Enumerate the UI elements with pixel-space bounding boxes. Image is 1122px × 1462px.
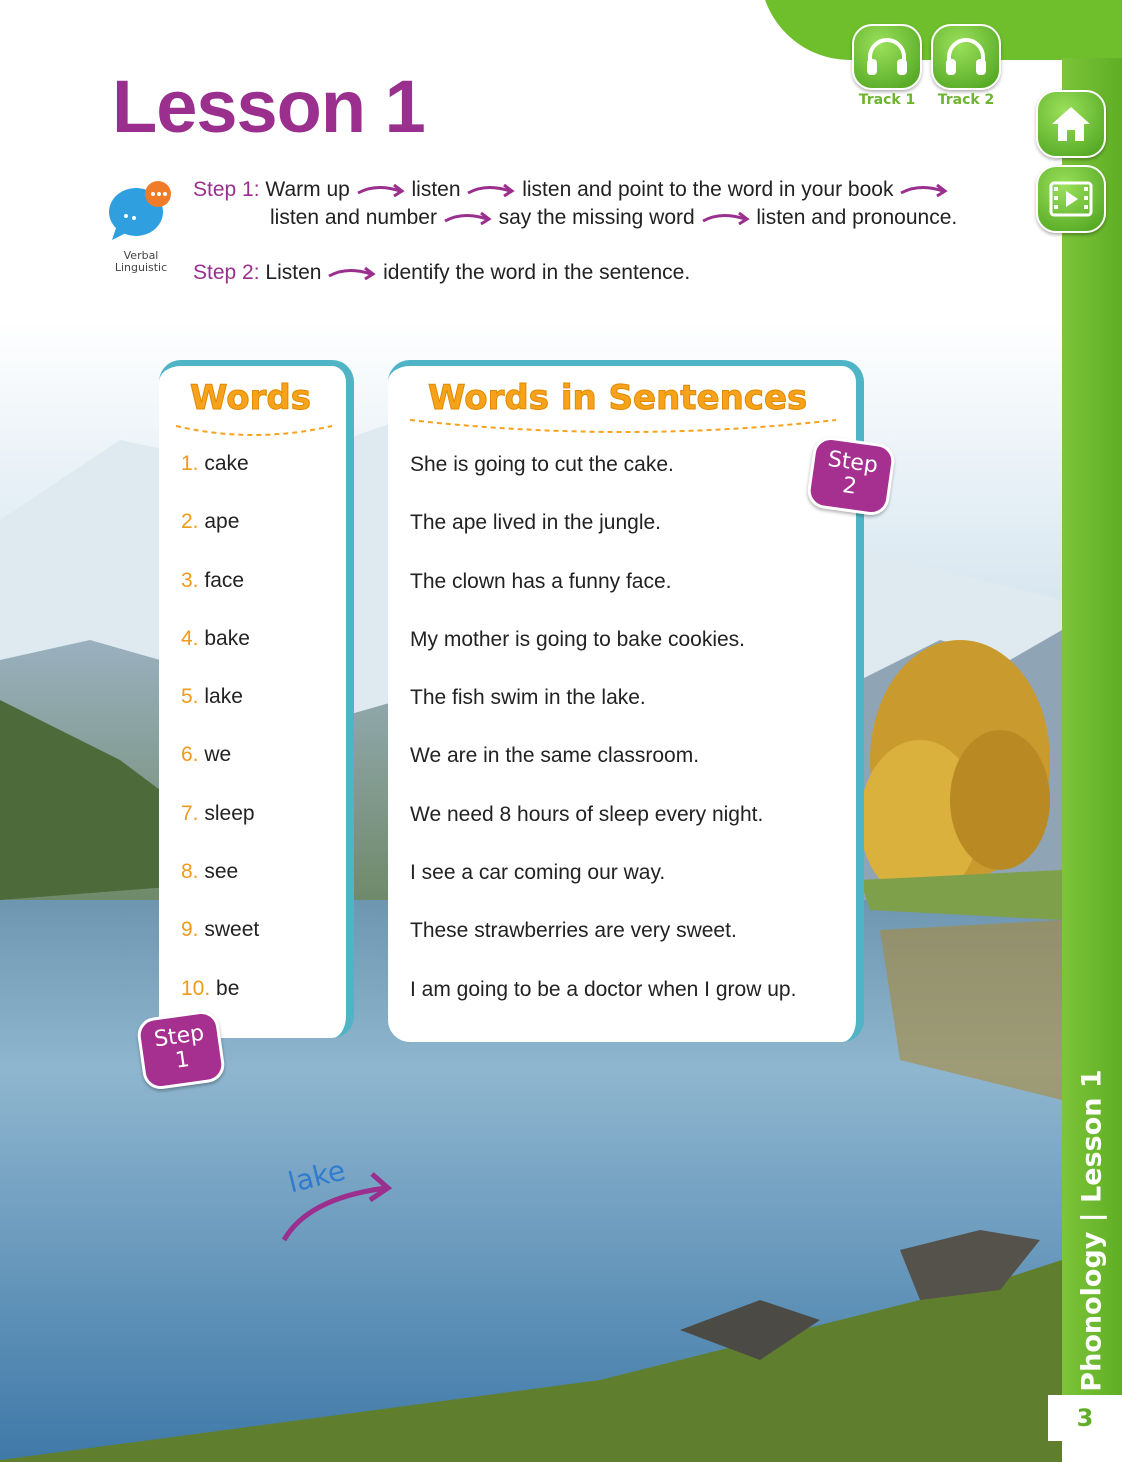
track-label: Track 1 — [858, 92, 916, 108]
word-number: 2. — [181, 510, 199, 534]
step1-part: Warm up — [265, 178, 350, 201]
list-item: The ape lived in the jungle. — [410, 511, 662, 535]
step-badge-number: 2 — [840, 473, 859, 500]
step-badge-text: Step — [826, 446, 880, 479]
arrow-icon — [466, 183, 516, 197]
list-item — [181, 623, 259, 681]
arrow-icon — [443, 211, 493, 225]
step1-part: listen and point to the word in your book — [522, 178, 894, 201]
word: face — [204, 568, 245, 592]
list-item: These strawberries are very sweet. — [410, 919, 737, 943]
sidebar-section-label — [1062, 1068, 1122, 1392]
list-item: We are in the same classroom. — [410, 744, 700, 768]
track-1-button[interactable] — [852, 24, 922, 108]
word: sweet — [204, 918, 260, 942]
step1-part: say the missing word — [498, 206, 695, 229]
video-icon — [1048, 179, 1094, 219]
step2-label: Step 2: — [193, 261, 260, 284]
arrow-icon — [899, 183, 949, 197]
list-item — [181, 856, 259, 914]
step-badge-text: Step — [152, 1020, 206, 1053]
intelligence-label-1: Verbal — [123, 249, 159, 262]
lesson-name: Lesson 1 — [1076, 1068, 1108, 1203]
track-2-button[interactable] — [931, 24, 1001, 108]
arrow-icon — [701, 211, 751, 225]
list-item: She is going to cut the cake. — [410, 453, 674, 476]
word-number: 5. — [181, 685, 199, 709]
step-instructions — [193, 176, 957, 287]
sentences-card-title: Words in Sentences — [428, 378, 808, 418]
word-number: 6. — [181, 743, 199, 767]
word-number: 9. — [181, 918, 199, 942]
sentences-list — [410, 449, 796, 1032]
list-item — [181, 448, 259, 506]
step1-part: listen and pronounce. — [756, 206, 958, 229]
headphones-icon — [943, 37, 989, 77]
home-button[interactable] — [1036, 90, 1106, 158]
word: be — [216, 976, 240, 1000]
list-item: I see a car coming our way. — [410, 861, 666, 885]
words-list — [181, 448, 259, 1031]
step1-part: listen and number — [270, 206, 437, 229]
word-number: 4. — [181, 626, 199, 650]
step-1-badge — [135, 1009, 226, 1092]
word: sleep — [204, 801, 255, 825]
step2-part: Listen — [265, 261, 322, 284]
speech-bubble-icon — [106, 178, 176, 244]
track-label: Track 2 — [937, 92, 995, 108]
word: see — [204, 860, 239, 884]
words-card-title: Words — [190, 378, 311, 418]
word: we — [204, 743, 232, 767]
separator: | — [1076, 1211, 1108, 1222]
list-item: The fish swim in the lake. — [410, 686, 646, 710]
list-item — [181, 914, 259, 972]
step-2-badge — [805, 435, 896, 518]
headphones-icon — [864, 37, 910, 77]
word-number: 10. — [181, 976, 211, 1000]
list-item — [181, 681, 259, 739]
word-number: 1. — [181, 452, 199, 475]
list-item: We need 8 hours of sleep every night. — [410, 802, 764, 826]
section-name: Phonology — [1076, 1231, 1108, 1392]
step1-part: listen — [411, 178, 461, 201]
arrow-icon — [356, 183, 406, 197]
word-number: 3. — [181, 568, 199, 592]
arrow-icon — [327, 266, 377, 280]
page-title: Lesson 1 — [112, 65, 425, 148]
page-number: 3 — [1048, 1395, 1122, 1441]
word: cake — [204, 452, 249, 475]
list-item — [181, 798, 259, 856]
word: lake — [204, 685, 243, 709]
step1-label: Step 1: — [193, 178, 260, 201]
list-item: The clown has a funny face. — [410, 569, 672, 593]
list-item: I am going to be a doctor when I grow up. — [410, 977, 797, 1001]
dashed-underline — [174, 422, 334, 438]
list-item — [181, 739, 259, 797]
verbal-linguistic-badge — [106, 178, 176, 274]
curved-arrow-icon — [278, 1168, 396, 1246]
list-item: My mother is going to bake cookies. — [410, 627, 745, 651]
home-icon — [1049, 104, 1093, 144]
dashed-underline — [408, 418, 838, 434]
word-number: 7. — [181, 801, 199, 825]
picture-label: lake — [284, 1153, 349, 1200]
word: ape — [204, 510, 240, 534]
list-item — [181, 506, 259, 564]
video-button[interactable] — [1036, 165, 1106, 233]
step2-part: identify the word in the sentence. — [383, 261, 691, 284]
list-item — [181, 565, 259, 623]
step-badge-number: 1 — [173, 1047, 192, 1074]
intelligence-label-2: Linguistic — [114, 261, 168, 274]
word-number: 8. — [181, 860, 199, 884]
word: bake — [204, 626, 250, 650]
